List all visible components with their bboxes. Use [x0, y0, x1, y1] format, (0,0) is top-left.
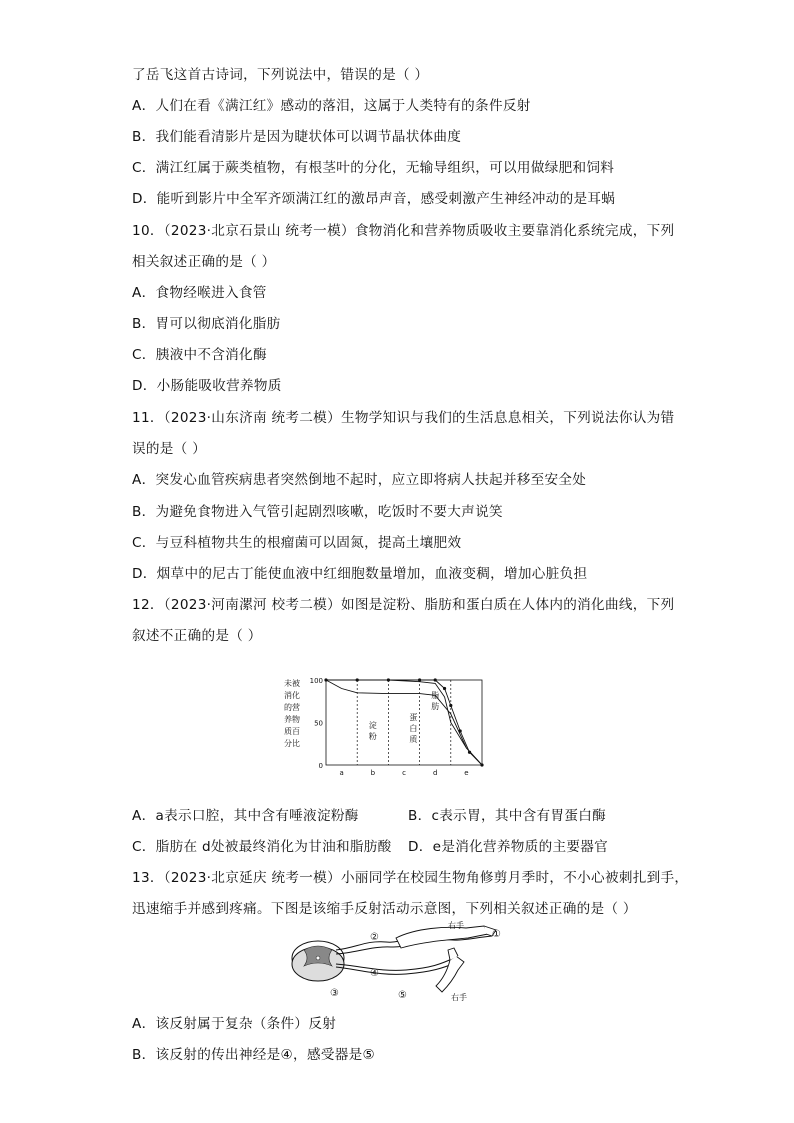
series-line-3 — [326, 680, 482, 765]
region-label-protein: 白 — [409, 724, 418, 733]
series-point — [356, 678, 359, 681]
label-1: ① — [492, 929, 501, 940]
q12-option-d: D．e是消化营养物质的主要器官 — [408, 839, 609, 855]
q10-stem-line2: 相关叙述正确的是（ ） — [132, 254, 276, 270]
q12-stem-line1: 12．（2023·河南漯河 校考二模）如图是淀粉、脂肪和蛋白质在人体内的消化曲线，下列 — [132, 597, 675, 613]
series-point — [434, 678, 437, 681]
y-label-line: 消化 — [284, 691, 300, 700]
y-tick-label: 100 — [309, 677, 323, 685]
q9-option-d: D．能听到影片中全军齐颂满江红的激昂声音，感受刺激产生神经冲动的是耳蜗 — [132, 191, 616, 207]
q12-option-c: C．脂肪在 d处被最终消化为甘油和脂肪酸 — [132, 839, 392, 855]
spinal-cord-icon — [292, 941, 344, 981]
region-label-protein: 蛋 — [409, 713, 418, 722]
q11-stem-line1: 11．（2023·山东济南 统考二模）生物学知识与我们的生活息息相关，下列说法你认为错 — [132, 410, 675, 426]
x-tick-label: d — [432, 769, 438, 777]
q13-stem-line1: 13．（2023·北京延庆 统考一模）小丽同学在校园生物角修剪月季时，不小心被刺扎到手， — [132, 870, 689, 886]
q10-option-d: D．小肠能吸收营养物质 — [132, 378, 282, 394]
label-4: ④ — [370, 968, 379, 979]
right-hand-label-bottom: 右手 — [451, 993, 467, 1002]
x-tick-label: c — [402, 769, 406, 777]
series-point — [324, 678, 327, 681]
y-tick-label: 0 — [318, 762, 323, 770]
y-label-line: 未被 — [284, 679, 300, 688]
plot-frame — [326, 680, 482, 765]
q13-option-b: B．该反射的传出神经是④，感受器是⑤ — [132, 1047, 376, 1063]
q11-stem-line2: 误的是（ ） — [132, 441, 207, 457]
right-hand-label-top: 右手 — [448, 921, 464, 930]
series-point — [443, 687, 446, 690]
label-2: ② — [370, 932, 379, 943]
series-point — [480, 763, 483, 766]
y-axis-label — [284, 678, 300, 748]
lower-arm-icon — [436, 948, 464, 992]
q11-option-c: C．与豆科植物共生的根瘤菌可以固氮，提高土壤肥效 — [132, 535, 462, 551]
series-point — [418, 678, 421, 681]
region-label-starch: 淀 — [368, 721, 377, 730]
series-point — [449, 704, 452, 707]
y-label-line: 的营 — [284, 703, 300, 712]
y-label-line: 养物 — [284, 715, 300, 724]
q9-option-b: B．我们能看清影片是因为睫状体可以调节晶状体曲度 — [132, 129, 462, 145]
q9-option-c: C．满江红属于蕨类植物，有根茎叶的分化，无输导组织，可以用做绿肥和饲料 — [132, 160, 615, 176]
q13-option-a: A．该反射属于复杂（条件）反射 — [132, 1016, 337, 1032]
region-label-fat: 肪 — [431, 702, 440, 711]
curve-series — [324, 678, 483, 766]
x-tick-label: e — [464, 769, 469, 777]
series-point — [459, 729, 462, 732]
q11-option-b: B．为避免食物进入气管引起剧烈咳嗽，吃饭时不要大声说笑 — [132, 504, 503, 520]
series-point — [468, 751, 471, 754]
region-label-protein: 质 — [409, 735, 418, 744]
region-labels — [369, 690, 439, 744]
q12-stem-line2: 叙述不正确的是（ ） — [132, 628, 262, 644]
y-label-line: 分比 — [284, 739, 300, 748]
q11-option-d: D．烟草中的尼古丁能使血液中红细胞数量增加，血液变稠，增加心脏负担 — [132, 566, 588, 582]
q13-stem-line2: 迅速缩手并感到疼痛。下图是该缩手反射活动示意图，下列相关叙述正确的是（ ） — [132, 901, 637, 917]
region-label-starch: 粉 — [368, 732, 377, 741]
region-label-fat: 脂 — [431, 691, 440, 700]
series-line-1 — [326, 680, 482, 765]
series-line-2 — [326, 680, 482, 765]
y-axis-ticks — [310, 677, 323, 770]
q9-option-a: A．人们在看《满江红》感动的落泪，这属于人类特有的条件反射 — [132, 98, 531, 114]
q11-option-a: A．突发心血管疾病患者突然倒地不起时，应立即将病人扶起并移至安全处 — [132, 472, 587, 488]
q10-stem-line1: 10．（2023·北京石景山 统考一模）食物消化和营养物质吸收主要靠消化系统完成，下列 — [132, 223, 675, 239]
x-tick-label: a — [339, 769, 344, 777]
q12-option-b: B．c表示胃，其中含有胃蛋白酶 — [408, 808, 607, 824]
series-point — [387, 678, 390, 681]
reflex-arc-diagram — [286, 920, 526, 1002]
digestion-curve-chart — [280, 672, 490, 782]
q10-option-c: C．胰液中不含消化酶 — [132, 347, 267, 363]
q9-stem: 了岳飞这首古诗词，下列说法中，错误的是（ ） — [132, 67, 429, 83]
q10-option-b: B．胃可以彻底消化脂肪 — [132, 316, 281, 332]
y-tick-label: 50 — [314, 719, 323, 728]
label-3: ③ — [330, 988, 339, 999]
label-5: ⑤ — [398, 990, 407, 1001]
q10-option-a: A．食物经喉进入食管 — [132, 285, 267, 301]
y-label-line: 质百 — [284, 727, 300, 736]
x-tick-label: b — [370, 769, 376, 777]
x-axis-ticks — [339, 769, 468, 777]
q12-option-a: A．a表示口腔，其中含有唾液淀粉酶 — [132, 808, 359, 824]
